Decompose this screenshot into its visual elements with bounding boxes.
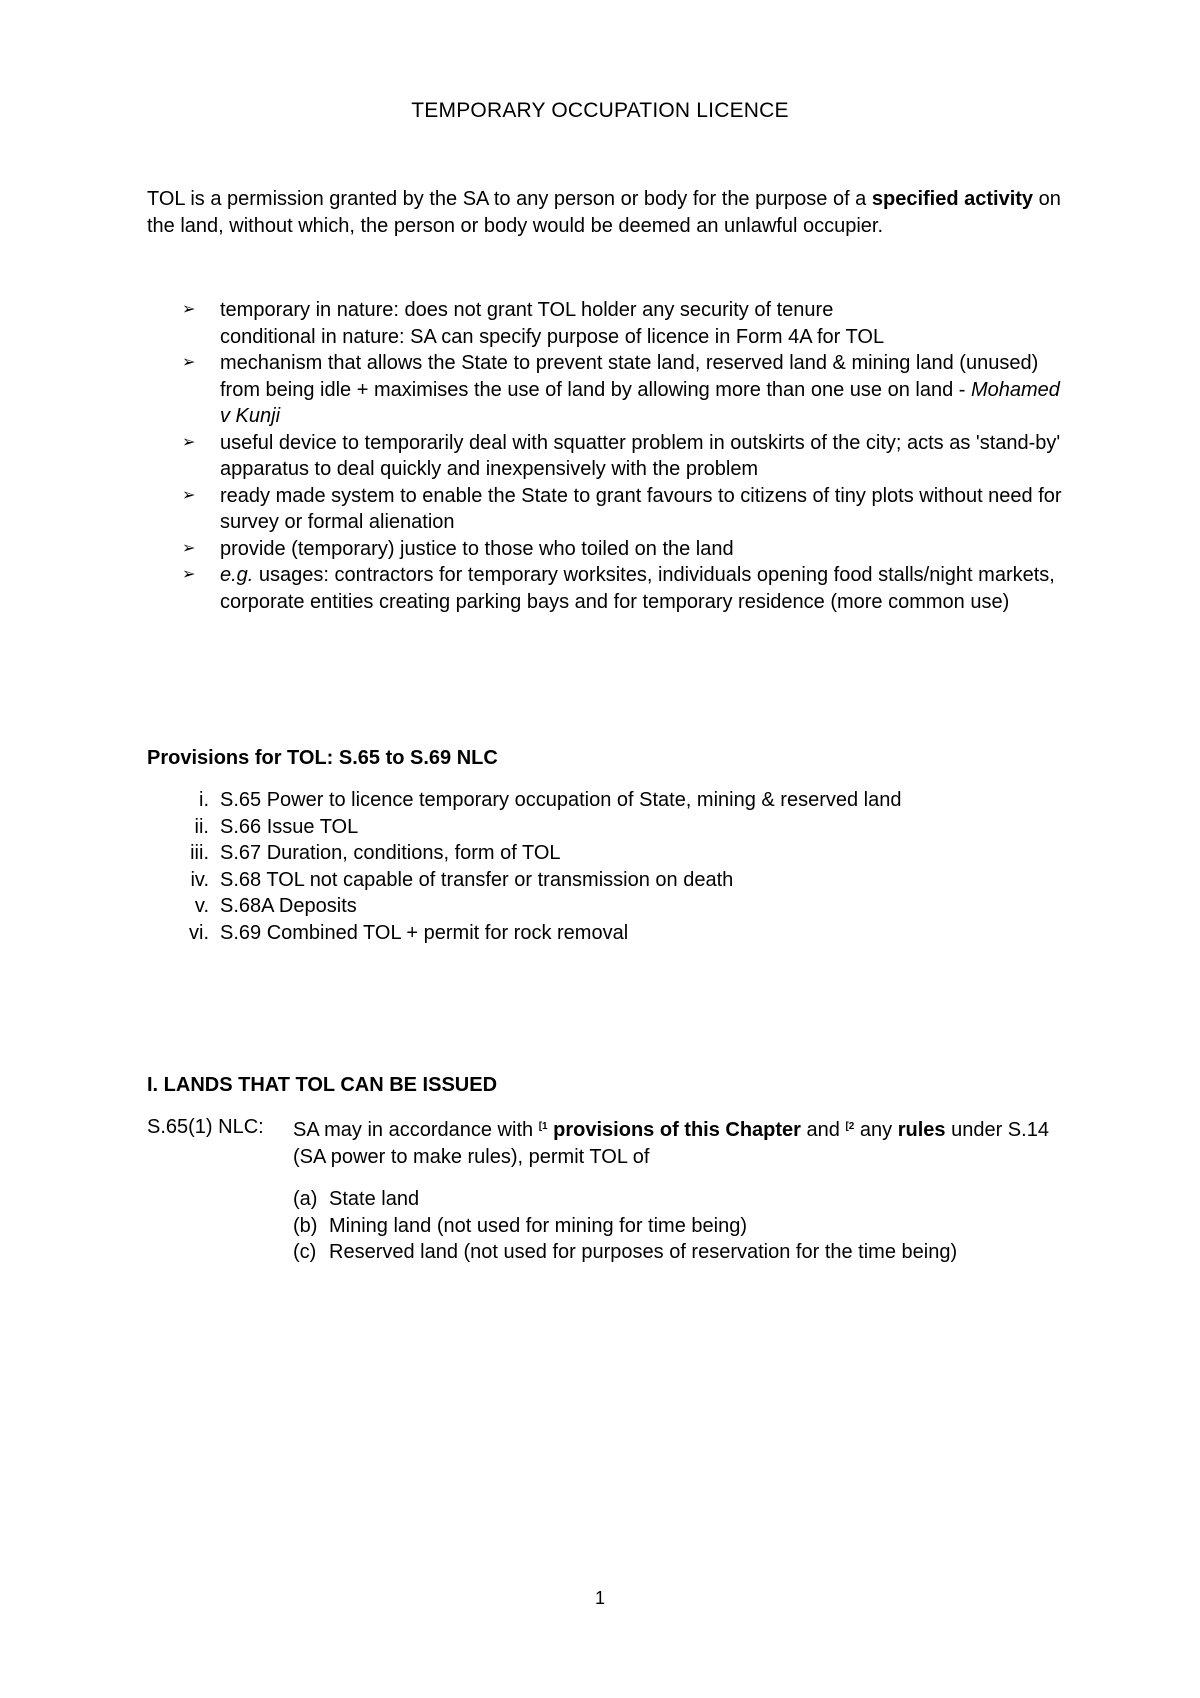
list-number: iii. bbox=[190, 842, 209, 864]
list-item bbox=[147, 814, 901, 841]
statute-text-part: under S.14 (SA power to make rules), permit TOL of bbox=[293, 1119, 1049, 1168]
provisions-heading: Provisions for TOL: S.65 to S.69 NLC bbox=[147, 747, 498, 769]
list-letter: (c) bbox=[293, 1241, 317, 1263]
statute-bold-term: provisions of this Chapter bbox=[553, 1119, 801, 1141]
land-text: Mining land (not used for mining for time being) bbox=[329, 1214, 747, 1237]
list-item bbox=[147, 562, 1067, 615]
statute-label: S.65(1) NLC: bbox=[147, 1116, 264, 1138]
list-item bbox=[147, 867, 901, 894]
case-citation: Mohamed v Kunji bbox=[220, 378, 1060, 427]
eg-prefix: e.g. bbox=[220, 564, 254, 586]
list-item bbox=[147, 840, 901, 867]
list-number: i. bbox=[199, 789, 209, 811]
intro-text-1: TOL is a permission granted by the SA to any person or body for the purpose of a bbox=[147, 188, 872, 210]
arrow-bullet-icon: ➢ bbox=[182, 486, 196, 504]
bullet-text: temporary in nature: does not grant TOL holder any security of tenure bbox=[220, 299, 834, 321]
list-item bbox=[147, 893, 901, 920]
bullet-text: provide (temporary) justice to those who toiled on the land bbox=[220, 537, 734, 560]
list-item bbox=[293, 1213, 957, 1240]
section-heading: I. LANDS THAT TOL CAN BE ISSUED bbox=[147, 1074, 498, 1096]
provisions-list bbox=[147, 787, 901, 946]
list-item bbox=[147, 430, 1067, 483]
list-letter: (a) bbox=[293, 1188, 318, 1210]
provision-text: S.66 Issue TOL bbox=[220, 815, 359, 838]
list-item bbox=[293, 1186, 957, 1213]
arrow-bullet-icon: ➢ bbox=[182, 539, 196, 557]
arrow-bullet-icon: ➢ bbox=[182, 301, 196, 318]
list-item bbox=[147, 536, 1067, 563]
provision-text: S.68 TOL not capable of transfer or transmission on death bbox=[220, 868, 734, 891]
intro-text-2: on the land, without which, the person or body would be deemed an unlawful occupier. bbox=[147, 188, 1061, 237]
list-item bbox=[147, 920, 901, 947]
list-letter: (b) bbox=[293, 1214, 318, 1237]
bullet-text: useful device to temporarily deal with squatter problem in outskirts of the city; acts as 'stand-by' apparatus to deal quickly and inexpensively with the problem bbox=[220, 431, 1061, 480]
bullet-text: usages: contractors for temporary worksites, individuals opening food stalls/night markets, corporate entities creating parking bays and for temporary residence (more common use) bbox=[220, 564, 1055, 613]
statute-text-part: SA may in accordance with bbox=[293, 1119, 539, 1141]
features-list bbox=[147, 297, 1067, 615]
land-text: Reserved land (not used for purposes of reservation for the time being) bbox=[329, 1241, 958, 1263]
list-item bbox=[147, 324, 1067, 351]
list-number: iv. bbox=[190, 868, 209, 891]
arrow-bullet-icon: ➢ bbox=[182, 354, 196, 371]
provision-text: S.68A Deposits bbox=[220, 895, 357, 917]
arrow-bullet-icon: ➢ bbox=[182, 566, 196, 583]
statute-bold-term: rules bbox=[897, 1119, 946, 1141]
lands-list bbox=[293, 1186, 957, 1266]
list-item bbox=[293, 1239, 957, 1266]
statute-text bbox=[293, 1114, 1073, 1170]
page-number: 1 bbox=[594, 1588, 605, 1608]
bullet-text: mechanism that allows the State to prevent state land, reserved land & mining land (unused) from being idle + maximises the use of land by allowing more than one use on land - bbox=[220, 352, 1039, 401]
intro-bold-term: specified activity bbox=[871, 188, 1034, 210]
intro-paragraph bbox=[147, 186, 1067, 239]
provision-text: S.65 Power to licence temporary occupation of State, mining & reserved land bbox=[220, 789, 902, 811]
list-number: v. bbox=[194, 895, 209, 917]
list-number: vi. bbox=[189, 921, 209, 944]
provision-text: S.67 Duration, conditions, form of TOL bbox=[220, 842, 561, 864]
footnote-marker: [2 bbox=[845, 1121, 855, 1132]
statute-text-part: any bbox=[854, 1119, 898, 1141]
land-text: State land bbox=[329, 1188, 420, 1210]
list-number: ii. bbox=[194, 815, 209, 838]
provision-text: S.69 Combined TOL + permit for rock removal bbox=[220, 921, 629, 944]
bullet-text: ready made system to enable the State to grant favours to citizens of tiny plots without need for survey or formal alienation bbox=[220, 484, 1062, 533]
list-item bbox=[147, 297, 1067, 324]
list-item bbox=[147, 787, 901, 814]
document-title: TEMPORARY OCCUPATION LICENCE bbox=[411, 99, 789, 122]
statute-text-part: and bbox=[800, 1119, 846, 1141]
arrow-bullet-icon: ➢ bbox=[182, 433, 196, 451]
bullet-text: conditional in nature: SA can specify purpose of licence in Form 4A for TOL bbox=[220, 325, 885, 348]
list-item bbox=[147, 350, 1067, 430]
footnote-marker: [1 bbox=[538, 1121, 548, 1132]
list-item bbox=[147, 483, 1067, 536]
